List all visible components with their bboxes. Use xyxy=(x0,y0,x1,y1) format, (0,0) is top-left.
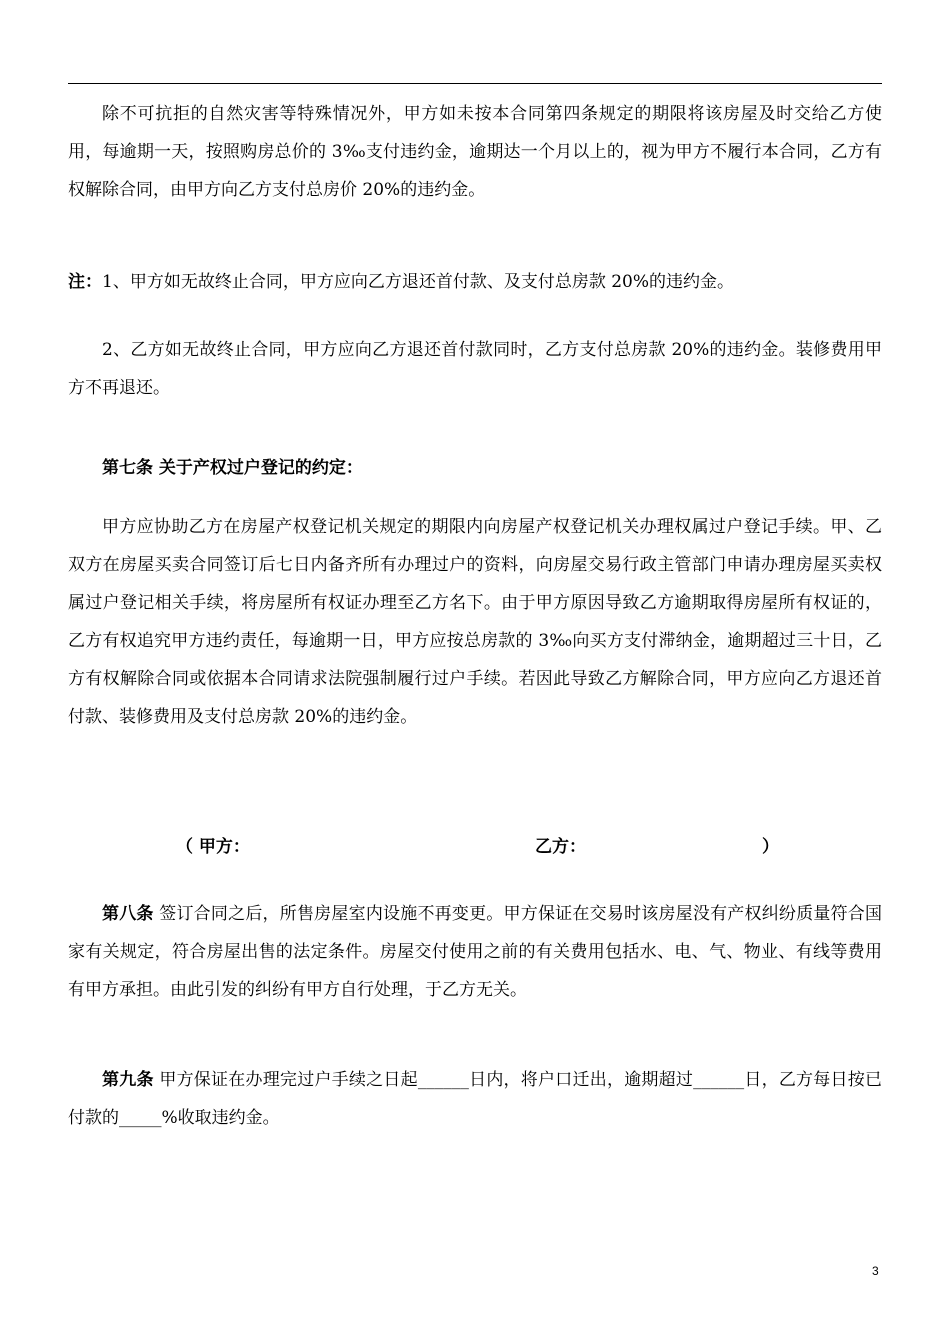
signature-party-a: （ 甲方： xyxy=(176,837,250,857)
article-8-body: 签订合同之后，所售房屋室内设施不再变更。甲方保证在交易时该房屋没有产权纠纷质量符合国家有关规定，符合房屋出售的法定条件。房屋交付使用之前的有关费用包括水、电、气、物业、有线等费用有甲方承担。由此引发的纠纷有甲方自行处理，于乙方无关。 xyxy=(68,904,882,1000)
article-7-body: 甲方应协助乙方在房屋产权登记机关规定的期限内向房屋产权登记机关办理权属过户登记手续。甲、乙双方在房屋买卖合同签订后七日内备齐所有办理过户的资料，向房屋交易行政主管部门申请办理房屋买卖权属过户登记相关手续，将房屋所有权证办理至乙方名下。由于甲方原因导致乙方逾期取得房屋所有权证的，乙方有权追究甲方违约责任，每逾期一日，甲方应按总房款的 3‰向买方支付滞纳金，逾期超过三十日，乙方有权解除合同或依据本合同请求法院强制履行过户手续。若因此导致乙方解除合同，甲方应向乙方退还首付款、装修费用及支付总房款 20%的违约金。 xyxy=(68,517,882,727)
note-label: 注： xyxy=(68,272,102,292)
note-1 xyxy=(68,263,882,301)
signature-party-b: 乙方： xyxy=(535,837,586,857)
header-rule xyxy=(68,83,882,84)
article-7-title: 第七条 关于产权过户登记的约定： xyxy=(102,458,363,478)
paragraph-late-delivery: 除不可抗拒的自然灾害等特殊情况外，甲方如未按本合同第四条规定的期限将该房屋及时交给乙方使用，每逾期一天，按照购房总价的 3‰支付违约金，逾期达一个月以上的，视为甲方不履行本合同，乙方有权解除合同，由甲方向乙方支付总房价 20%的违约金。 xyxy=(68,104,882,200)
note-2: 2、乙方如无故终止合同，甲方应向乙方退还首付款同时，乙方支付总房款 20%的违约金。装修费用甲方不再退还。 xyxy=(68,340,882,398)
signature-close-paren: ） xyxy=(762,837,779,857)
page-number: 3 xyxy=(872,1264,879,1278)
article-8 xyxy=(68,895,882,1009)
note-1-text: 1、甲方如无故终止合同，甲方应向乙方退还首付款、及支付总房款 20%的违约金。 xyxy=(102,272,735,292)
article-8-label: 第八条 xyxy=(102,904,154,924)
article-9-label: 第九条 xyxy=(102,1070,154,1090)
article-9 xyxy=(68,1061,882,1137)
article-9-body: 甲方保证在办理完过户手续之日起______日内，将户口迁出，逾期超过______日，乙方每日按已付款的_____%收取违约金。 xyxy=(68,1070,882,1128)
